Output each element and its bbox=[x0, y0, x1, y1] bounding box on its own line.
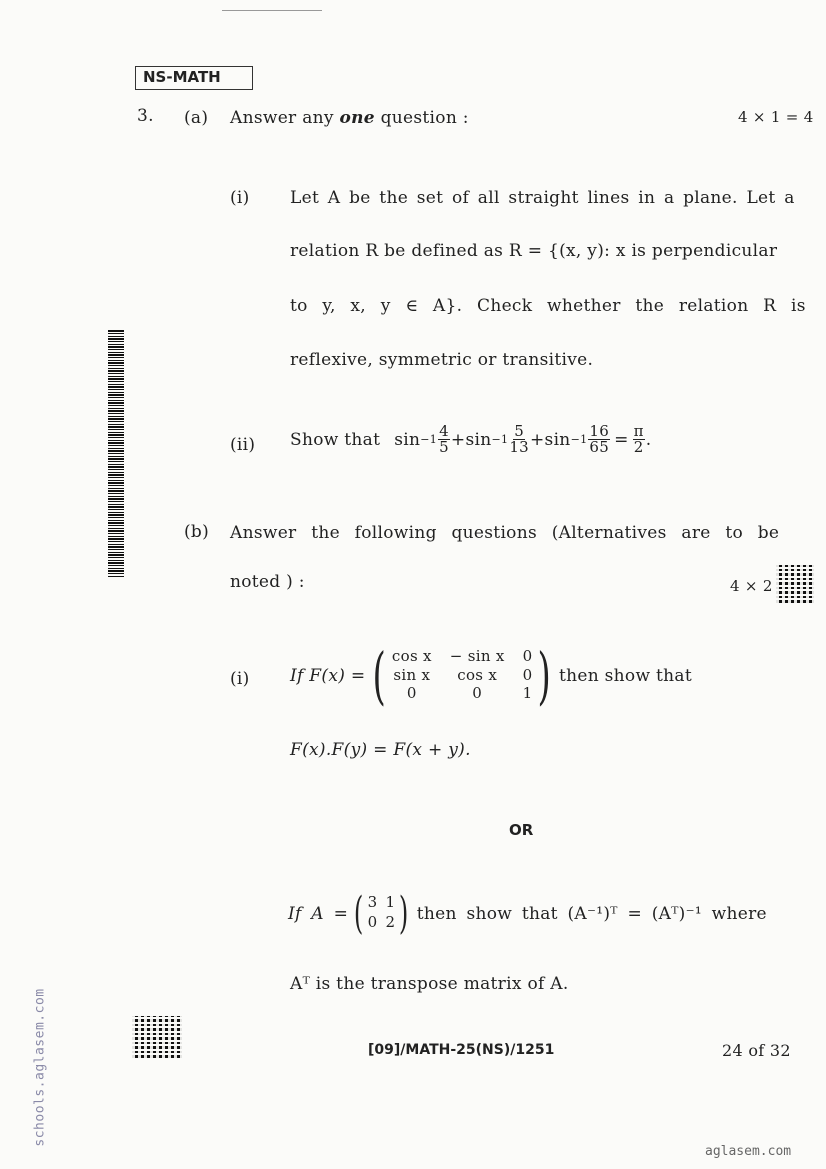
or-label: OR bbox=[509, 821, 534, 839]
matrix-cell: 0 bbox=[367, 913, 378, 931]
part-a-item1-label: (i) bbox=[230, 188, 250, 208]
part-a-item1-line1: Let A be the set of all straight lines in a plane. Let a bbox=[290, 188, 795, 208]
subject-box: NS-MATH bbox=[135, 66, 253, 90]
part-a-marks: 4 × 1 = 4 bbox=[738, 108, 814, 126]
matrix-cell: 0 bbox=[472, 684, 483, 703]
top-scan-line bbox=[222, 10, 322, 11]
matrix-A: ( 3 1 0 2 ) bbox=[354, 888, 409, 939]
bottom-watermark: aglasem.com bbox=[705, 1144, 792, 1159]
part-a-item1-line3: to y, x, y ∈ A}. Check whether the relation R is bbox=[290, 296, 806, 316]
question-number: 3. bbox=[137, 106, 154, 126]
matrix-cell: 0 bbox=[406, 684, 417, 703]
matrix-cell: 3 bbox=[367, 893, 378, 911]
part-b-item1-line2: F(x).F(y) = F(x + y). bbox=[290, 740, 471, 760]
paper-code: [09]/MATH-25(NS)/1251 bbox=[368, 1042, 555, 1058]
part-a-item2-label: (ii) bbox=[230, 435, 256, 455]
qr-code-icon bbox=[132, 1016, 182, 1058]
part-b-marks: 4 × 2 bbox=[730, 577, 773, 595]
barcode-icon bbox=[108, 330, 124, 578]
matrix-cell: 1 bbox=[522, 684, 533, 703]
alt-line2: Aᵀ is the transpose matrix of A. bbox=[290, 974, 569, 994]
alt-equation: If A = ( 3 1 0 2 ) then show that (A⁻¹)ᵀ = (Aᵀ)⁻¹ where bbox=[288, 888, 767, 939]
matrix-cell: sin x bbox=[393, 665, 431, 684]
fraction-3: $\frac{16}{65}$ bbox=[589, 422, 610, 456]
fraction-1: $\frac{4}{5}$ bbox=[439, 422, 449, 456]
show-that-text: Show that bbox=[290, 429, 381, 450]
matrix-cell: 0 bbox=[522, 665, 533, 684]
part-b-line2: noted ) : bbox=[230, 572, 305, 592]
matrix-cell: 2 bbox=[385, 913, 396, 931]
fraction-2: $\frac{5}{13}$ bbox=[509, 422, 529, 456]
matrix-cell: 1 bbox=[385, 893, 396, 911]
part-a-instruction: Answer any one question : bbox=[230, 108, 469, 128]
matrix-cell: − sin x bbox=[449, 647, 505, 665]
part-b-line1: Answer the following questions (Alternatives are to be bbox=[230, 523, 780, 543]
matrix-cell: 0 bbox=[522, 647, 533, 665]
side-watermark: schools.aglasem.com bbox=[32, 988, 48, 1147]
part-b-item1-label: (i) bbox=[230, 669, 250, 689]
part-a-item1-line4: reflexive, symmetric or transitive. bbox=[290, 350, 594, 370]
qr-code-icon bbox=[776, 565, 814, 603]
matrix-F: ( cos x − sin x 0 sin x cos x 0 0 0 1 ) bbox=[372, 639, 552, 712]
part-b-item1-equation: If F(x) = ( cos x − sin x 0 sin x cos x 0 0 0 1 ) then show that bbox=[290, 639, 692, 712]
part-a-item2-equation: Show that sin −1 $\frac{4}{5}$ + sin −1 $\frac{5}{13}$ + sin −1 $\frac{16}{65}$ = $\frac{\pi}{2}$ . bbox=[290, 422, 652, 456]
part-b-label: (b) bbox=[184, 522, 210, 542]
part-a-label: (a) bbox=[184, 108, 209, 128]
fraction-rhs: $\frac{\pi}{2}$ bbox=[633, 422, 644, 456]
part-a-item1-line2: relation R be defined as R = {(x, y): x is perpendicular bbox=[290, 241, 778, 261]
matrix-cell: cos x bbox=[457, 665, 498, 684]
page-number: 24 of 32 bbox=[722, 1041, 791, 1060]
matrix-cell: cos x bbox=[391, 647, 432, 665]
